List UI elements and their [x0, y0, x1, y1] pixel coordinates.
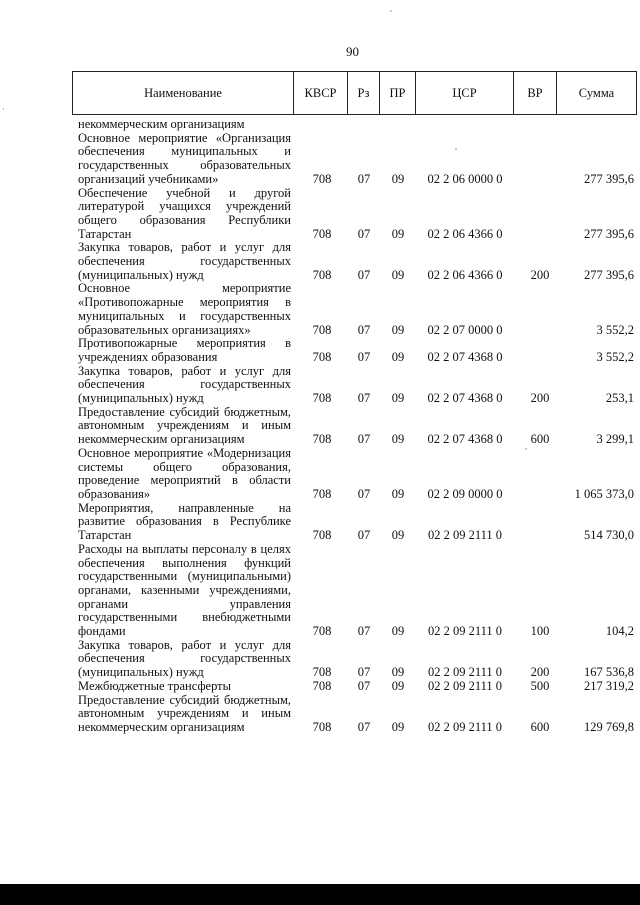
- row-kvsr: 708: [312, 528, 332, 543]
- row-rz: 07: [357, 624, 371, 639]
- row-kvsr: 708: [312, 678, 332, 693]
- table-row: [78, 694, 634, 735]
- row-vr: 600: [530, 719, 550, 734]
- row-csr: 02 2 07 4368 0: [427, 349, 503, 364]
- table-row: [78, 406, 634, 447]
- row-name: Мероприятия, направленные на развитие образования в Республике Татарстан: [78, 500, 291, 543]
- row-csr: 02 2 09 2111 0: [427, 665, 503, 680]
- table-row: [78, 282, 634, 337]
- row-vr: 100: [530, 624, 550, 639]
- row-csr: 02 2 07 4368 0: [427, 391, 503, 406]
- row-pr: 09: [391, 432, 405, 447]
- row-sum: 277 395,6: [584, 226, 634, 241]
- row-csr: 02 2 06 4366 0: [427, 226, 503, 241]
- row-pr: 09: [391, 486, 405, 501]
- row-vr: 600: [530, 432, 550, 447]
- table-row: [78, 241, 634, 282]
- row-sum: 277 395,6: [584, 171, 634, 186]
- row-sum: 129 769,8: [584, 719, 634, 734]
- row-sum: 3 299,1: [596, 432, 634, 447]
- row-kvsr: 708: [312, 624, 332, 639]
- row-csr: 02 2 06 4366 0: [427, 267, 503, 282]
- row-rz: 07: [357, 349, 371, 364]
- scan-border: [0, 884, 640, 905]
- row-sum: 1 065 373,0: [574, 486, 634, 501]
- table-row: [78, 118, 634, 132]
- scan-speck: [525, 448, 527, 450]
- row-pr: 09: [391, 665, 405, 680]
- header-rz: Рз: [348, 72, 380, 115]
- row-kvsr: 708: [312, 391, 332, 406]
- row-kvsr: 708: [312, 267, 332, 282]
- row-pr: 09: [391, 528, 405, 543]
- row-name: Предоставление субсидий бюджетным, автономным учреждениям и иным некоммерческим организациям: [78, 692, 291, 734]
- row-pr: 09: [391, 349, 405, 364]
- row-sum: 3 552,2: [596, 322, 634, 337]
- row-kvsr: 708: [312, 322, 332, 337]
- row-name: Расходы на выплаты персоналу в целях обеспечения выполнения функций государственными (муниципальными) органами, казенными учреждениями, органами управления государственными внебюджетными фондами: [78, 541, 291, 639]
- row-sum: 253,1: [605, 391, 634, 406]
- header-name: Наименование: [73, 72, 294, 115]
- header-sum: Сумма: [557, 72, 637, 115]
- row-sum: 217 319,2: [584, 678, 634, 693]
- row-kvsr: 708: [312, 226, 332, 241]
- row-name: Обеспечение учебной и другой литературой учащихся учреждений общего образования Республики Татарстан: [78, 185, 291, 241]
- row-name: Межбюджетные трансферты: [78, 678, 232, 693]
- row-sum: 3 552,2: [596, 349, 634, 364]
- row-vr: 200: [530, 665, 550, 680]
- row-pr: 09: [391, 171, 405, 186]
- row-pr: 09: [391, 322, 405, 337]
- row-sum: 167 536,8: [584, 665, 634, 680]
- row-pr: 09: [391, 624, 405, 639]
- row-rz: 07: [357, 267, 371, 282]
- row-pr: 09: [391, 226, 405, 241]
- table-header: [72, 71, 637, 115]
- table-row: [78, 680, 634, 694]
- row-rz: 07: [357, 322, 371, 337]
- row-csr: 02 2 09 2111 0: [427, 528, 503, 543]
- row-name: Основное мероприятие «Организация обеспечения муниципальных и государственных образовательных организаций учебниками»: [78, 130, 291, 186]
- row-csr: 02 2 09 2111 0: [427, 624, 503, 639]
- row-pr: 09: [391, 391, 405, 406]
- row-csr: 02 2 09 2111 0: [427, 719, 503, 734]
- table-row: [78, 187, 634, 242]
- row-vr: 500: [530, 678, 550, 693]
- row-name: некоммерческим организациям: [78, 117, 245, 131]
- row-name: Закупка товаров, работ и услуг для обеспечения государственных (муниципальных) нужд: [78, 363, 291, 406]
- table-row: [78, 543, 634, 639]
- row-rz: 07: [357, 665, 371, 680]
- table-row: [78, 337, 634, 364]
- table-row: [78, 365, 634, 406]
- row-kvsr: 708: [312, 665, 332, 680]
- row-rz: 07: [357, 226, 371, 241]
- header-vr: ВР: [514, 72, 557, 115]
- row-kvsr: 708: [312, 486, 332, 501]
- row-kvsr: 708: [312, 719, 332, 734]
- row-csr: 02 2 07 0000 0: [427, 322, 503, 337]
- table-body: [78, 118, 634, 735]
- table-row: [78, 502, 634, 543]
- scan-speck: [390, 10, 392, 12]
- row-name: Закупка товаров, работ и услуг для обеспечения государственных (муниципальных) нужд: [78, 240, 291, 282]
- row-kvsr: 708: [312, 349, 332, 364]
- row-rz: 07: [357, 678, 371, 693]
- row-csr: 02 2 09 2111 0: [427, 678, 503, 693]
- table-row: [78, 639, 634, 680]
- row-rz: 07: [357, 171, 371, 186]
- row-rz: 07: [357, 432, 371, 447]
- margin-mark: ·: [2, 104, 5, 114]
- row-csr: 02 2 06 0000 0: [427, 171, 503, 186]
- row-sum: 277 395,6: [584, 267, 634, 282]
- row-name: Закупка товаров, работ и услуг для обеспечения государственных (муниципальных) нужд: [78, 637, 291, 680]
- row-pr: 09: [391, 719, 405, 734]
- table-row: [78, 447, 634, 502]
- row-csr: 02 2 09 0000 0: [427, 486, 503, 501]
- header-csr: ЦСР: [416, 72, 514, 115]
- row-sum: 104,2: [605, 624, 634, 639]
- table-row: [78, 132, 634, 187]
- header-kvsr: КВСР: [294, 72, 348, 115]
- row-kvsr: 708: [312, 432, 332, 447]
- row-pr: 09: [391, 678, 405, 693]
- row-kvsr: 708: [312, 171, 332, 186]
- row-vr: 200: [530, 267, 550, 282]
- page-number: 90: [346, 44, 359, 59]
- row-name: Основное мероприятие «Модернизация системы общего образования, проведение мероприятий в области образования»: [78, 445, 291, 501]
- row-rz: 07: [357, 486, 371, 501]
- row-rz: 07: [357, 719, 371, 734]
- row-rz: 07: [357, 391, 371, 406]
- row-name: Предоставление субсидий бюджетным, автономным учреждениям и иным некоммерческим организациям: [78, 404, 291, 447]
- row-sum: 514 730,0: [584, 528, 634, 543]
- row-name: Основное мероприятие «Противопожарные мероприятия в муниципальных и государственных образовательных организациях»: [78, 281, 291, 337]
- header-pr: ПР: [380, 72, 416, 115]
- scan-speck: [455, 148, 457, 150]
- row-csr: 02 2 07 4368 0: [427, 432, 503, 447]
- row-name: Противопожарные мероприятия в учреждениях образования: [78, 336, 291, 364]
- row-pr: 09: [391, 267, 405, 282]
- row-vr: 200: [530, 391, 550, 406]
- row-rz: 07: [357, 528, 371, 543]
